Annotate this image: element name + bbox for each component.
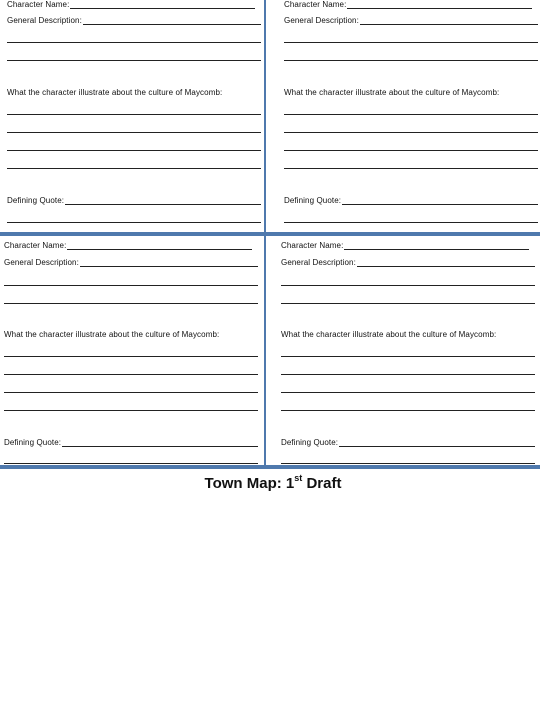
general-description-field[interactable] [83, 16, 261, 25]
general-description-label: General Description: [281, 258, 356, 267]
culture-question-row [281, 330, 535, 339]
culture-question-label: What the character illustrate about the culture of Maycomb: [7, 88, 223, 97]
general-description-line[interactable] [7, 42, 261, 43]
character-name-field[interactable] [344, 241, 529, 250]
culture-answer-line[interactable] [281, 374, 535, 375]
culture-answer-line[interactable] [4, 374, 258, 375]
general-description-label: General Description: [4, 258, 79, 267]
defining-quote-field[interactable] [65, 196, 261, 205]
defining-quote-label: Defining Quote: [281, 438, 339, 447]
character-name-label: Character Name: [281, 241, 344, 250]
general-description-field[interactable] [80, 258, 258, 267]
page-title [0, 474, 540, 492]
culture-answer-line[interactable] [281, 356, 535, 357]
culture-answer-line[interactable] [281, 392, 535, 393]
general-description-line[interactable] [4, 303, 258, 304]
general-description-line[interactable] [4, 285, 258, 286]
general-description-line[interactable] [7, 60, 261, 61]
culture-answer-line[interactable] [4, 356, 258, 357]
character-card-1 [7, 0, 261, 230]
culture-answer-line[interactable] [7, 132, 261, 133]
culture-answer-line[interactable] [7, 150, 261, 151]
defining-quote-line[interactable] [7, 222, 261, 223]
character-card-3 [4, 241, 258, 467]
character-name-row [4, 241, 258, 250]
general-description-line[interactable] [284, 60, 538, 61]
culture-question-row [4, 330, 258, 339]
defining-quote-field[interactable] [339, 438, 535, 447]
defining-quote-row [284, 196, 538, 205]
character-name-field[interactable] [70, 0, 255, 9]
horizontal-divider-middle [0, 232, 540, 236]
character-name-label: Character Name: [284, 0, 347, 9]
general-description-row [4, 258, 258, 267]
culture-answer-line[interactable] [284, 114, 538, 115]
general-description-label: General Description: [284, 16, 359, 25]
defining-quote-line[interactable] [281, 463, 535, 464]
vertical-divider-top [264, 0, 266, 233]
defining-quote-row [4, 438, 258, 447]
defining-quote-field[interactable] [342, 196, 538, 205]
culture-question-row [284, 88, 538, 97]
vertical-divider-bottom [264, 236, 266, 466]
character-name-row [284, 0, 538, 9]
defining-quote-label: Defining Quote: [284, 196, 342, 205]
culture-answer-line[interactable] [4, 410, 258, 411]
general-description-row [284, 16, 538, 25]
defining-quote-line[interactable] [4, 463, 258, 464]
page-title-superscript: st [294, 473, 303, 483]
character-name-row [281, 241, 535, 250]
general-description-line[interactable] [281, 303, 535, 304]
horizontal-divider-bottom [0, 465, 540, 469]
character-name-label: Character Name: [7, 0, 70, 9]
character-name-row [7, 0, 261, 9]
page-title-main: Town Map: 1 [204, 475, 295, 492]
defining-quote-field[interactable] [62, 438, 258, 447]
character-card-4 [281, 241, 535, 467]
page-title-end: Draft [302, 475, 342, 492]
general-description-line[interactable] [281, 285, 535, 286]
character-name-field[interactable] [347, 0, 532, 9]
general-description-label: General Description: [7, 16, 82, 25]
general-description-row [7, 16, 261, 25]
culture-question-row [7, 88, 261, 97]
character-card-2 [284, 0, 538, 230]
character-name-field[interactable] [67, 241, 252, 250]
culture-question-label: What the character illustrate about the culture of Maycomb: [284, 88, 500, 97]
defining-quote-row [7, 196, 261, 205]
culture-answer-line[interactable] [7, 114, 261, 115]
character-name-label: Character Name: [4, 241, 67, 250]
general-description-line[interactable] [284, 42, 538, 43]
defining-quote-label: Defining Quote: [7, 196, 65, 205]
culture-answer-line[interactable] [281, 410, 535, 411]
culture-answer-line[interactable] [284, 168, 538, 169]
general-description-field[interactable] [360, 16, 538, 25]
culture-question-label: What the character illustrate about the culture of Maycomb: [281, 330, 497, 339]
defining-quote-label: Defining Quote: [4, 438, 62, 447]
culture-question-label: What the character illustrate about the culture of Maycomb: [4, 330, 220, 339]
general-description-field[interactable] [357, 258, 535, 267]
culture-answer-line[interactable] [284, 150, 538, 151]
general-description-row [281, 258, 535, 267]
defining-quote-row [281, 438, 535, 447]
culture-answer-line[interactable] [284, 132, 538, 133]
defining-quote-line[interactable] [284, 222, 538, 223]
culture-answer-line[interactable] [4, 392, 258, 393]
culture-answer-line[interactable] [7, 168, 261, 169]
